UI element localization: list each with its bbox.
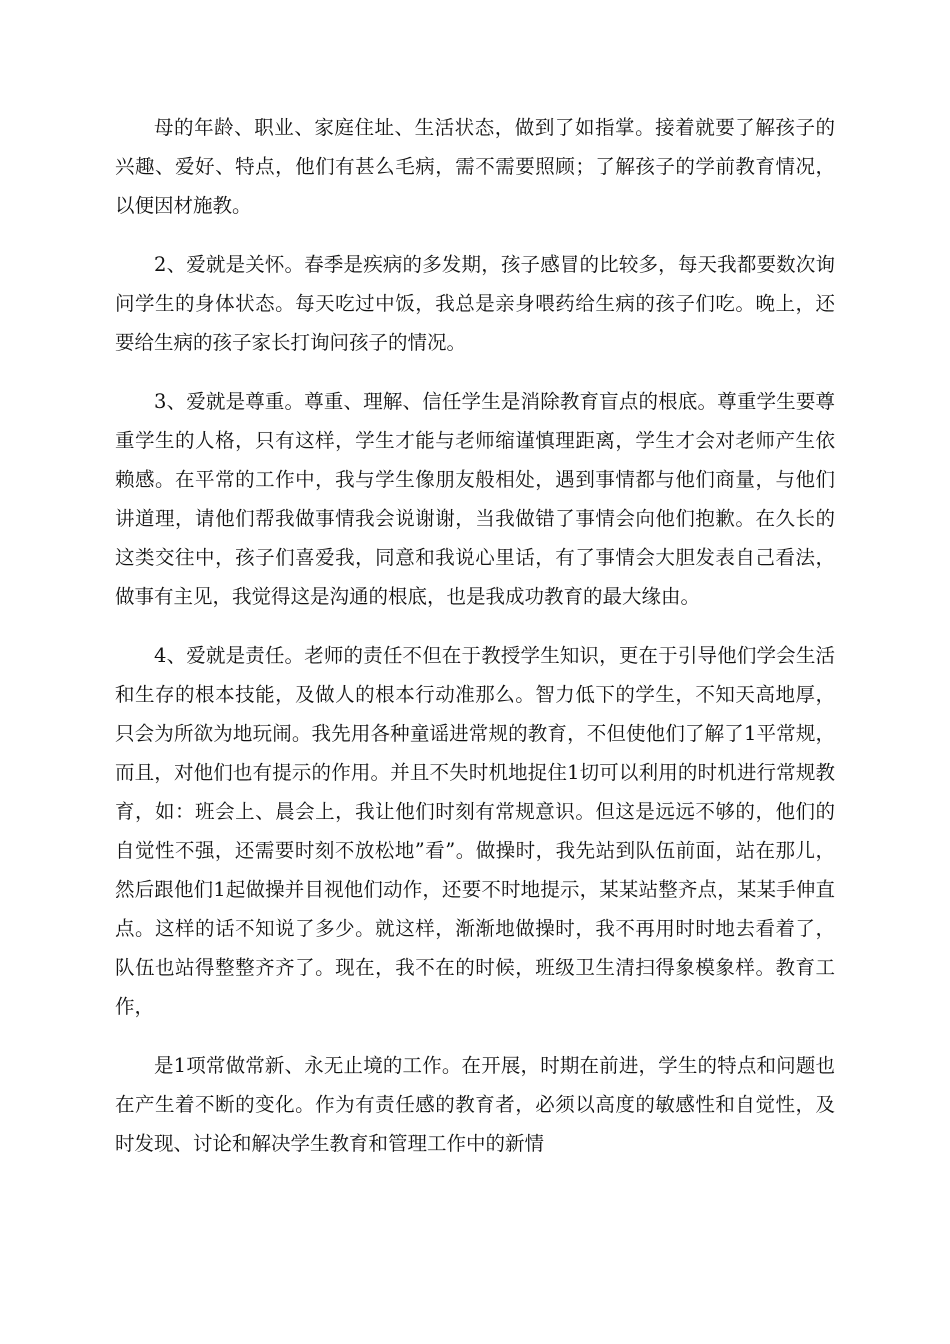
paragraph-education-work: 是1项常做常新、永无止境的工作。在开展，时期在前进，学生的特点和问题也在产生着不断的变化。作为有责任感的教育者，必须以高度的敏感性和自觉性，及时发现、讨论和解决学生教育和管理工作中的新情 <box>115 1054 835 1155</box>
paragraph-parent-info: 母的年龄、职业、家庭住址、生活状态，做到了如指掌。接着就要了解孩子的兴趣、爱好、特点，他们有甚么毛病，需不需要照顾；了解孩子的学前教育情况，以便因材施教。 <box>115 116 835 217</box>
paragraph-love-is-respect: 3、爱就是尊重。尊重、理解、信任学生是消除教育盲点的根底。尊重学生要尊重学生的人格，只有这样，学生才能与老师缩谨慎理距离，学生才会对老师产生依赖感。在平常的工作中，我与学生像朋友般相处，遇到事情都与他们商量，与他们讲道理，请他们帮我做事情我会说谢谢，当我做错了事情会向他们抱歉。在久长的这类交往中，孩子们喜爱我，同意和我说心里话，有了事情会大胆发表自己看法，做事有主见，我觉得这是沟通的根底，也是我成功教育的最大缘由。 <box>115 390 835 608</box>
paragraph-love-is-responsibility: 4、爱就是责任。老师的责任不但在于教授学生知识，更在于引导他们学会生活和生存的根本技能，及做人的根本行动准那么。智力低下的学生，不知天高地厚，只会为所欲为地玩闹。我先用各种童谣进常规的教育，不但使他们了解了1平常规，而且，对他们也有提示的作用。并且不失时机地捉住1切可以利用的时机进行常规教育，如：班会上、晨会上，我让他们时刻有常规意识。但这是远远不够的，他们的自觉性不强，还需要时刻不放松地”看”。做操时，我先站到队伍前面，站在那儿，然后跟他们1起做操并目视他们动作，还要不时地提示，某某站整齐点，某某手伸直点。这样的话不知说了多少。就这样，渐渐地做操时，我不再用时时地去看着了，队伍也站得整整齐齐了。现在，我不在的时候，班级卫生清扫得象模象样。教育工作， <box>115 644 835 1018</box>
paragraph-love-is-care: 2、爱就是关怀。春季是疾病的多发期，孩子感冒的比较多，每天我都要数次询问学生的身体状态。每天吃过中饭，我总是亲身喂药给生病的孩子们吃。晚上，还要给生病的孩子家长打询问孩子的情况。 <box>115 253 835 354</box>
document-body <box>115 108 835 1183</box>
